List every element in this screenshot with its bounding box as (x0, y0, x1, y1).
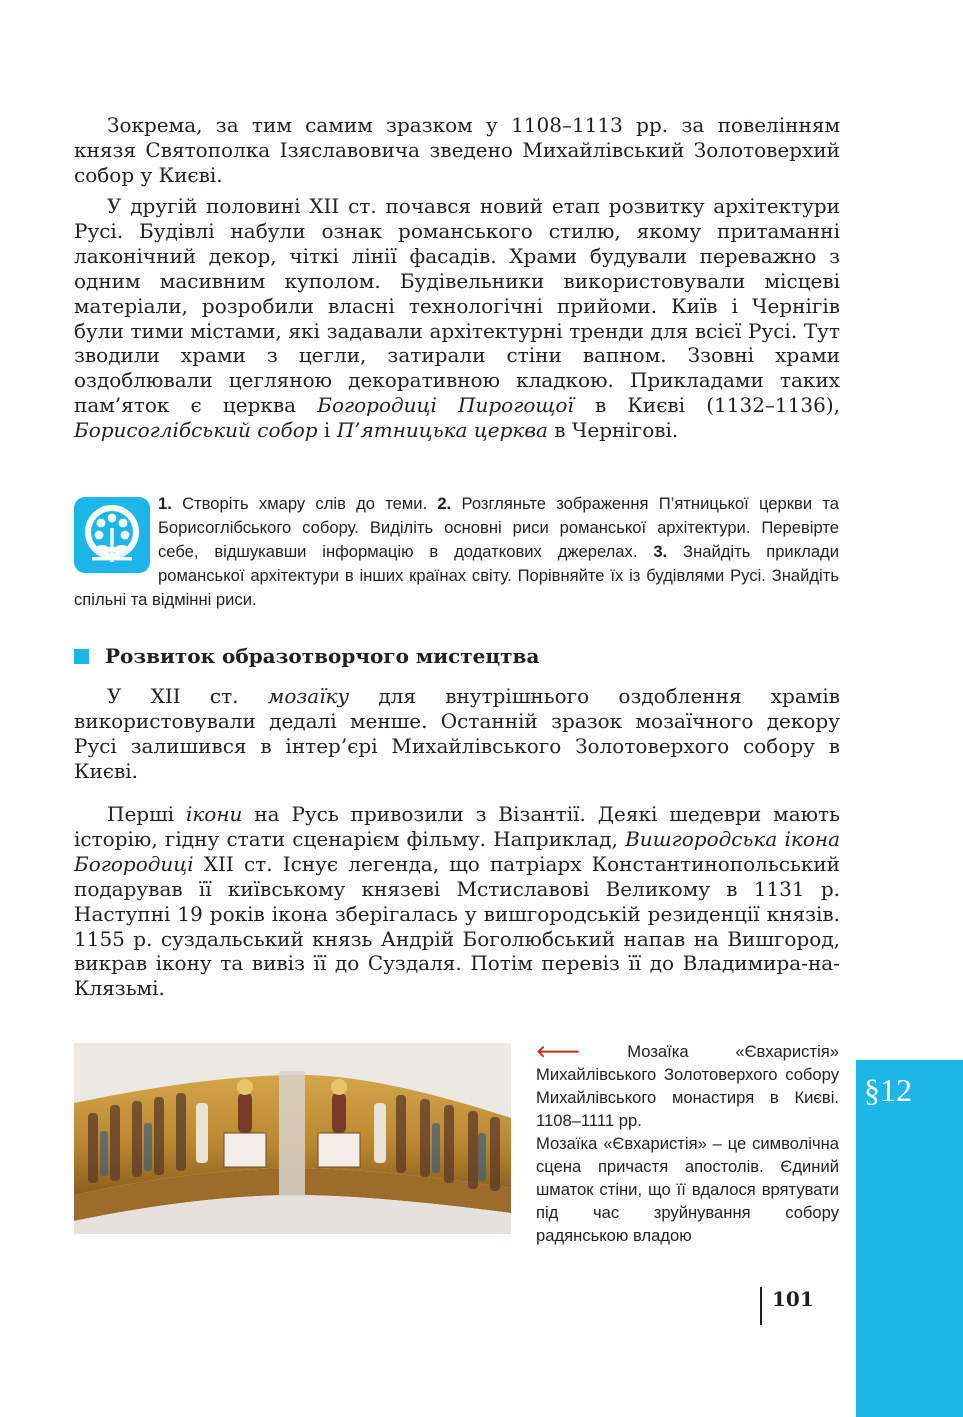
task-2-text: Розгляньте зображення П’ятницької церкви та Борисоглібського собору. Виділіть основні риси романської архітектури. Перевірте себе, відшукавши інформацію в додаткових джерелах. (158, 494, 839, 561)
page-number: 101 (772, 1287, 814, 1311)
paragraph-2-text: і (317, 418, 337, 443)
image-caption (536, 1040, 839, 1247)
task-block (74, 492, 839, 612)
icon-name-vyshhorod: Вишгородська ікона Богородиці (74, 826, 840, 876)
paragraph-2-text: в Чернігові. (547, 418, 679, 443)
caption-description-text: Мозаїка «Євхаристія» – це символічна сцена причастя апостолів. Єдиний шматок стіни, що її вдалося врятувати під час зруйнування собору радянською владою (536, 1134, 839, 1245)
caption-description (536, 1132, 839, 1247)
paragraph-2 (74, 194, 840, 443)
paragraph-2-text: У другій половині XII ст. почався новий етап розвитку архітектури Русі. Будівлі набули ознак романського стилю, якому притаманні лаконічний декор, чіткі лінії фасадів. Храми будували переважно з одним масивним куполом. Будівельники використовували місцеві матеріали, розробили власні технологічні прийоми. Київ і Чернігів були тими містами, які задавали архітектурні тренди для всієї Русі. Тут зводили храми з цегли, затирали стіни вапном. Ззовні храми оздоблювали цегляною декоративною кладкою. Прикладами таких пам’яток є церква (74, 194, 840, 418)
paragraph-4 (74, 802, 840, 1001)
paragraph-3-text: У XII ст. (107, 684, 268, 708)
heading-square-marker (74, 649, 89, 664)
church-name-piatnytska: П’ятницька церква (336, 418, 548, 443)
paragraph-2-text: в Києві (1132–1136), (573, 393, 840, 418)
arrow-left-icon: 🡐 (536, 1042, 581, 1061)
task-3-text: Знайдіть приклади романської архітектури в інших країнах світу. Порівняйте їх із будівлями Русі. Знайдіть спільні та відмінні риси. (74, 542, 840, 609)
section-tab (856, 1060, 963, 1417)
term-mosaic: мозаїку (267, 684, 350, 708)
task-number-3: 3. (653, 542, 668, 561)
paragraph-4-text: на Русь привозили з Візантії. Деякі шедеври мають історію, гідну стати сценарієм фільму. Наприклад, (74, 802, 840, 851)
eucharist-mosaic-image (74, 1043, 511, 1234)
task-1-text: Створіть хмару слів до теми. (171, 494, 438, 513)
paragraph-1 (74, 113, 840, 188)
page-number-divider (760, 1287, 762, 1325)
paragraph-4-text: Перші (107, 802, 186, 826)
task-number-2: 2. (437, 494, 452, 513)
section-tab-label: §12 (864, 1072, 912, 1108)
paragraph-4-text: XII ст. Існує легенда, що патріарх Константинопольський подарував її київському князеві Мстиславові Великому в 1131 р. Наступні 19 років ікона зберігалась у вишгородській резиденції князів. 1155 р. суздальський князь Андрій Боголюбський напав на Вишгород, викрав ікону та вивіз її до Суздаля. Потім перевіз її до Владимира-на-Клязьмі. (74, 851, 840, 1001)
church-name-pyrohoshcha: Богородиці Пирогощої (317, 393, 574, 418)
icon-spacer (74, 492, 158, 584)
section-heading (74, 642, 539, 670)
caption-title (536, 1040, 839, 1132)
paragraph-3 (74, 684, 840, 784)
caption-title-text: Мозаїка «Євхаристія» Михайлівського Золотоверхого собору Михайлівського монастиря в Києві. 1108–1111 рр. (536, 1042, 839, 1130)
section-heading-text: Розвиток образотворчого мистецтва (105, 644, 540, 668)
task-number-1: 1. (158, 494, 172, 513)
paragraph-3-text: для внутрішнього оздоблення храмів використовували дедалі менше. Останній зразок мозаїчного декору Русі залишився в інтер’єрі Михайлівського Золотоверхого собору в Києві. (74, 684, 841, 783)
term-icons: ікони (185, 802, 243, 826)
paragraph-1-text: Зокрема, за тим самим зразком у 1108–1113 рр. за повелінням князя Святополка Ізяславовича зведено Михайлівський Золотоверхий собор у Києві. (74, 113, 840, 187)
church-name-borysohlibskyi: Борисоглібський собор (74, 418, 318, 443)
